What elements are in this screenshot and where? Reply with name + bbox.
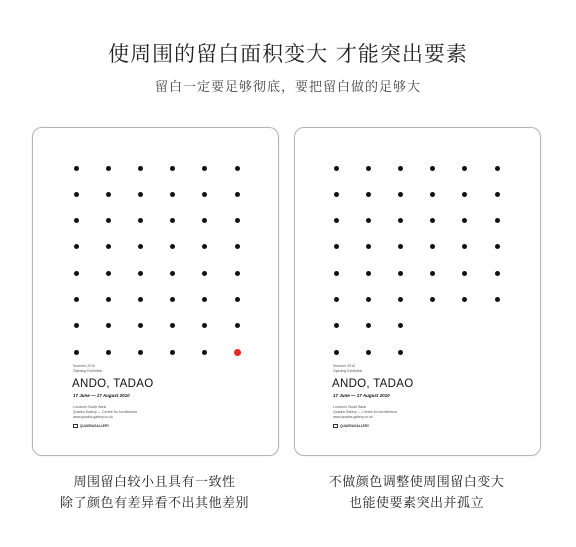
grid-dot <box>74 218 79 223</box>
grid-dot <box>495 166 500 171</box>
grid-dot <box>138 323 143 328</box>
grid-dot <box>398 192 403 197</box>
caption-left-line-2: 除了颜色有差异看不出其他差别 <box>59 496 249 511</box>
grid-dot <box>235 166 240 171</box>
grid-dot <box>334 192 339 197</box>
grid-dot <box>398 166 403 171</box>
grid-dot <box>202 271 207 276</box>
caption-left-line-1: 周围留白较小且具有一致性 <box>73 475 236 490</box>
exhibition-type: Opening Exhibition <box>333 369 363 373</box>
artist-name: ANDO, TADAO <box>72 378 154 390</box>
grid-dot <box>334 218 339 223</box>
grid-dot <box>462 297 467 302</box>
grid-dot <box>366 350 371 355</box>
grid-dot <box>202 323 207 328</box>
highlight-dot <box>234 349 241 356</box>
grid-dot <box>202 218 207 223</box>
grid-dot <box>235 192 240 197</box>
grid-dot <box>366 244 371 249</box>
grid-dot <box>202 297 207 302</box>
exhibition-type: Opening Exhibition <box>73 369 103 373</box>
address-line-1: London's South Bank <box>73 405 107 409</box>
grid-dot <box>495 297 500 302</box>
gallery-logo-text: QUADRAGALLERY <box>80 424 110 428</box>
grid-dot <box>106 323 111 328</box>
grid-dot <box>235 244 240 249</box>
grid-dot <box>138 244 143 249</box>
grid-dot <box>202 192 207 197</box>
grid-dot <box>74 192 79 197</box>
caption-right <box>294 472 539 514</box>
grid-dot <box>366 297 371 302</box>
gallery-logo-text: QUADRAGALLERY <box>340 424 370 428</box>
grid-dot <box>398 297 403 302</box>
grid-dot <box>106 244 111 249</box>
grid-dot <box>74 244 79 249</box>
address-line-3: www.quadra-gallery.co.uk <box>73 415 113 419</box>
page-title: 使周围的留白面积变大 才能突出要素 <box>108 42 468 66</box>
grid-dot <box>170 350 175 355</box>
grid-dot <box>106 350 111 355</box>
grid-dot <box>495 192 500 197</box>
grid-dot <box>495 244 500 249</box>
grid-dot <box>106 271 111 276</box>
exhibition-dates: 17 June — 17 August 2010 <box>73 393 130 398</box>
grid-dot <box>106 166 111 171</box>
grid-dot <box>430 166 435 171</box>
grid-dot <box>398 271 403 276</box>
grid-dot <box>202 350 207 355</box>
grid-dot <box>430 218 435 223</box>
grid-dot <box>74 166 79 171</box>
grid-dot <box>334 350 339 355</box>
grid-dot <box>398 323 403 328</box>
grid-dot <box>430 192 435 197</box>
grid-dot <box>170 192 175 197</box>
address-line-1: London's South Bank <box>333 405 367 409</box>
grid-dot <box>334 166 339 171</box>
poster-left <box>32 127 279 456</box>
exhibition-dates: 17 June — 17 August 2010 <box>333 393 390 398</box>
grid-dot <box>235 218 240 223</box>
grid-dot <box>334 297 339 302</box>
address-line-2: Quadra Gallery — Centre for Architecture <box>73 410 138 414</box>
grid-dot <box>398 244 403 249</box>
caption-left <box>32 472 277 514</box>
exhibition-label: Summer 2010 <box>333 364 355 368</box>
grid-dot <box>138 192 143 197</box>
grid-dot <box>235 271 240 276</box>
artist-name: ANDO, TADAO <box>332 378 414 390</box>
grid-dot <box>366 218 371 223</box>
grid-dot <box>170 166 175 171</box>
grid-dot <box>462 271 467 276</box>
grid-dot <box>430 297 435 302</box>
grid-dot <box>106 218 111 223</box>
grid-dot <box>398 218 403 223</box>
grid-dot <box>462 166 467 171</box>
grid-dot <box>170 297 175 302</box>
gallery-logo-icon <box>73 424 78 428</box>
grid-dot <box>170 323 175 328</box>
grid-dot <box>366 271 371 276</box>
grid-dot <box>462 192 467 197</box>
caption-right-line-1: 不做颜色调整使周围留白变大 <box>328 475 505 490</box>
grid-dot <box>462 218 467 223</box>
gallery-logo-icon <box>333 424 338 428</box>
grid-dot <box>202 166 207 171</box>
grid-dot <box>170 218 175 223</box>
grid-dot <box>334 244 339 249</box>
grid-dot <box>366 166 371 171</box>
grid-dot <box>334 323 339 328</box>
grid-dot <box>398 350 403 355</box>
grid-dot <box>138 350 143 355</box>
grid-dot <box>430 244 435 249</box>
grid-dot <box>235 323 240 328</box>
page-subtitle: 留白一定要足够彻底，要把留白做的足够大 <box>154 80 421 95</box>
grid-dot <box>495 218 500 223</box>
grid-dot <box>235 297 240 302</box>
grid-dot <box>430 271 435 276</box>
grid-dot <box>202 244 207 249</box>
grid-dot <box>138 271 143 276</box>
grid-dot <box>334 271 339 276</box>
grid-dot <box>74 350 79 355</box>
grid-dot <box>74 271 79 276</box>
grid-dot <box>170 244 175 249</box>
grid-dot <box>138 166 143 171</box>
grid-dot <box>462 244 467 249</box>
address-line-2: Quadra Gallery — Centre for Architecture <box>333 410 398 414</box>
grid-dot <box>366 192 371 197</box>
grid-dot <box>74 297 79 302</box>
grid-dot <box>366 323 371 328</box>
address-line-3: www.quadra-gallery.co.uk <box>333 415 373 419</box>
poster-right <box>294 127 541 456</box>
grid-dot <box>74 323 79 328</box>
caption-right-line-2: 也能使要素突出并孤立 <box>348 496 484 511</box>
grid-dot <box>138 297 143 302</box>
grid-dot <box>106 192 111 197</box>
grid-dot <box>495 271 500 276</box>
exhibition-label: Summer 2010 <box>73 364 95 368</box>
grid-dot <box>106 297 111 302</box>
grid-dot <box>138 218 143 223</box>
grid-dot <box>170 271 175 276</box>
